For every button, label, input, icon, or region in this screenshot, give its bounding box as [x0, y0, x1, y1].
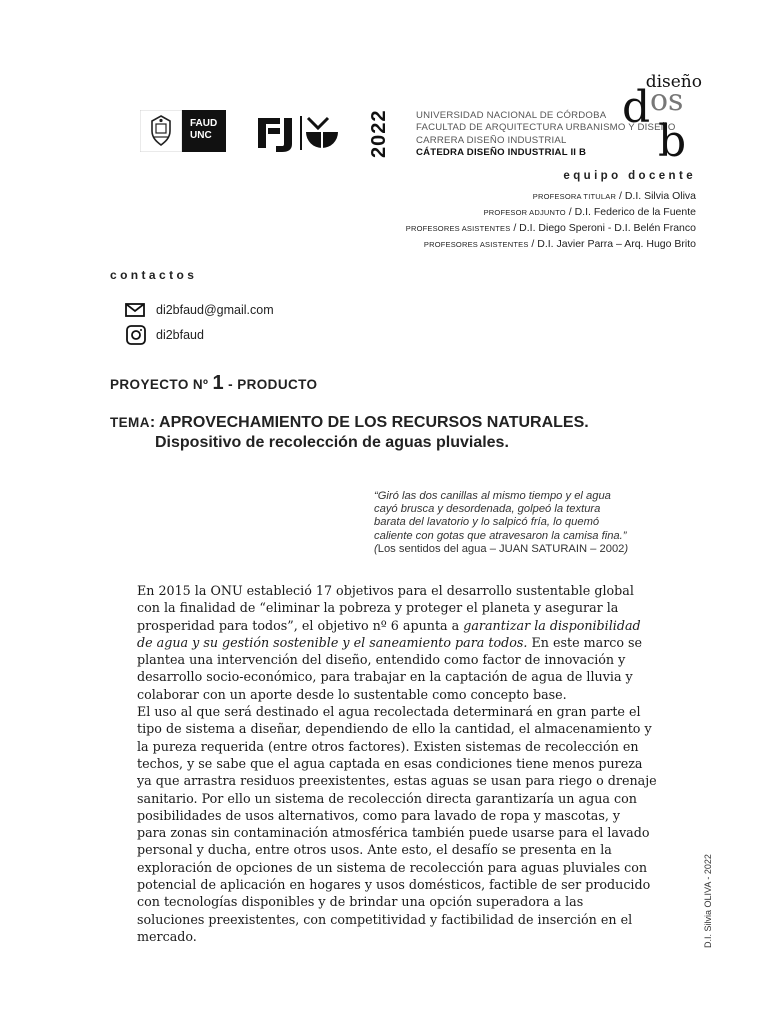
body-line	[137, 824, 669, 841]
unc-shield-icon	[140, 110, 182, 152]
body-line	[137, 859, 669, 876]
chair-name: CÁTEDRA DISEÑO INDUSTRIAL II B	[416, 147, 587, 159]
logo-letter-d: d	[622, 82, 651, 133]
epigraph-quote	[374, 490, 714, 556]
body-line	[137, 911, 669, 928]
quote-line: barata del lavatorio y lo salpicó fría, lo quemó	[374, 516, 600, 529]
team-names: / D.I. Federico de la Fuente	[565, 206, 696, 218]
body-line	[137, 876, 669, 893]
project-prefix: PROYECTO Nº	[110, 377, 213, 392]
body-text-segment: ya que arrastra residuos preexistentes, estas aguas se usan para riego o drenaje	[137, 773, 657, 789]
body-text-segment: con tecnologías disponibles y de brindar una opción superadora a las	[137, 894, 584, 910]
team-role: PROFESORES ASISTENTES	[423, 240, 529, 249]
body-text-segment: techos, y se sabe que el agua captada en esas condiciones tiene menos pureza	[137, 755, 643, 771]
faud-unc-box	[182, 110, 226, 152]
faud-label: FAUD	[190, 118, 218, 129]
side-credit: D.I. Silvia OLIVA - 2022	[703, 854, 713, 948]
body-text-segment: plantea una intervención del diseño, entendido como factor de innovación y	[137, 652, 626, 668]
body-line	[137, 928, 669, 945]
year-label: 2022	[368, 109, 390, 158]
body-line	[137, 703, 669, 720]
logo-letters-os: os	[650, 83, 684, 118]
team-names: / D.I. Diego Speroni - D.I. Belén Franco	[510, 222, 696, 234]
body-emphasis-segment: garantizar la disponibilidad	[463, 617, 641, 633]
logo-letter-b: b	[658, 116, 687, 160]
unc-label: UNC	[190, 130, 212, 141]
logo-word-top: diseño	[645, 72, 702, 92]
quote-line: cayó brusca y desordenada, golpeó la textura	[374, 503, 601, 516]
team-row	[406, 236, 696, 252]
body-text-segment: desarrollo socio-económico, para trabajar en la captación de agua de lluvia y	[137, 669, 633, 685]
quote-source-open: (	[374, 542, 378, 555]
body-text-segment: sanitario. Por ello un sistema de recolección directa garantizaría un agua con	[137, 790, 637, 806]
team-row	[406, 220, 696, 236]
body-line	[137, 772, 669, 789]
body-text-segment: colaborar con un aporte desde lo sustentable como concepto base.	[137, 686, 567, 702]
design-school-logo-icon	[254, 112, 340, 154]
body-text-segment: posibilidades de usos alternativos, como para lavado de ropa y mascotas, y	[137, 807, 621, 823]
body-text-segment: prosperidad para todos”, el objetivo nº 6 apunta a	[137, 617, 464, 633]
body-emphasis-segment: de agua y su gestión sostenible y el saneamiento para todos.	[137, 634, 528, 650]
body-line	[137, 686, 669, 703]
body-text-segment: con la finalidad de “eliminar la pobreza y proteger el planeta y asegurar la	[137, 600, 619, 616]
team-row	[406, 204, 696, 220]
body-line	[137, 599, 669, 616]
body-line	[137, 807, 669, 824]
team-row	[406, 188, 696, 204]
body-text-segment: exploración de opciones de un sistema de recolección para aguas pluviales con	[137, 859, 648, 875]
body-text-segment: mercado.	[137, 928, 197, 944]
project-number: 1	[212, 372, 225, 394]
project-suffix: - PRODUCTO	[224, 377, 318, 392]
instagram-contact[interactable]	[124, 325, 204, 345]
faud-unc-logo	[140, 110, 226, 152]
body-line	[137, 790, 669, 807]
body-line	[137, 582, 669, 599]
body-line	[137, 755, 669, 772]
team-names: / D.I. Silvia Oliva	[616, 190, 696, 202]
email-contact[interactable]	[124, 300, 274, 320]
body-line	[137, 841, 669, 858]
team-role: PROFESORA TITULAR	[532, 192, 617, 201]
body-line	[137, 617, 669, 634]
body-line	[137, 738, 669, 755]
team-role: PROFESOR ADJUNTO	[483, 208, 566, 217]
body-text-segment: El uso al que será destinado el agua recolectada determinará en gran parte el	[137, 704, 641, 720]
topic-title: : APROVECHAMIENTO DE LOS RECURSOS NATURALES.	[149, 414, 589, 431]
mail-icon	[124, 300, 146, 320]
body-text-segment: tipo de sistema a diseñar, dependiendo de ello la cantidad, el almacenamiento y	[137, 721, 652, 737]
body-text-segment: En este marco se	[527, 634, 643, 650]
body-text-segment: En 2015 la ONU estableció 17 objetivos para el desarrollo sustentable global	[137, 583, 634, 598]
topic-subtitle: Dispositivo de recolección de aguas pluviales.	[155, 434, 509, 451]
quote-source: Los sentidos del agua – JUAN SATURAIN – 2002	[377, 542, 625, 555]
instagram-handle[interactable]: di2bfaud	[156, 328, 204, 342]
career-name: CARRERA DISEÑO INDUSTRIAL	[416, 134, 567, 146]
quote-source-line	[374, 543, 714, 556]
team-role: PROFESORES ASISTENTES	[405, 224, 511, 233]
body-text-segment: personal y ducha, entre otros usos. Ante esto, el desafío se presenta en la	[137, 842, 612, 858]
team-title: equipo docente	[563, 170, 696, 182]
body-line	[137, 634, 669, 651]
quote-source-close: )	[624, 542, 629, 555]
body-line	[137, 720, 669, 737]
quote-line: caliente con gotas que atravesaron la camisa fina.”	[374, 529, 627, 542]
project-heading	[110, 372, 317, 395]
instagram-icon	[124, 325, 146, 345]
university-name: UNIVERSIDAD NACIONAL DE CÓRDOBA	[416, 110, 607, 121]
email-address[interactable]: di2bfaud@gmail.com	[156, 303, 274, 317]
team-list	[406, 188, 696, 252]
topic-heading	[110, 414, 589, 432]
contacts-title: contactos	[110, 268, 198, 282]
body-text-segment: potencial de aplicación en hogares y usos domésticos, factible de ser producido	[137, 877, 651, 893]
faculty-name: FACULTAD DE ARQUITECTURA URBANISMO Y DISEÑO	[416, 122, 676, 134]
body-line	[137, 651, 669, 668]
body-text-segment: para zonas sin contaminación atmosférica también puede usarse para el lavado	[137, 825, 650, 841]
diseno-dos-b-logo	[618, 70, 704, 160]
topic-label: TEMA	[110, 415, 150, 430]
body-line	[137, 668, 669, 685]
quote-line: “Giró las dos canillas al mismo tiempo y el agua	[374, 490, 611, 502]
body-text-segment: la pureza requerida (entre otros factores). Existen sistemas de recolección en	[137, 738, 639, 754]
body-line	[137, 893, 669, 910]
body-text	[137, 582, 669, 945]
body-text-segment: soluciones preexistentes, con competitividad y factibilidad de inserción en el	[137, 911, 633, 927]
team-names: / D.I. Javier Parra – Arq. Hugo Brito	[528, 238, 696, 250]
